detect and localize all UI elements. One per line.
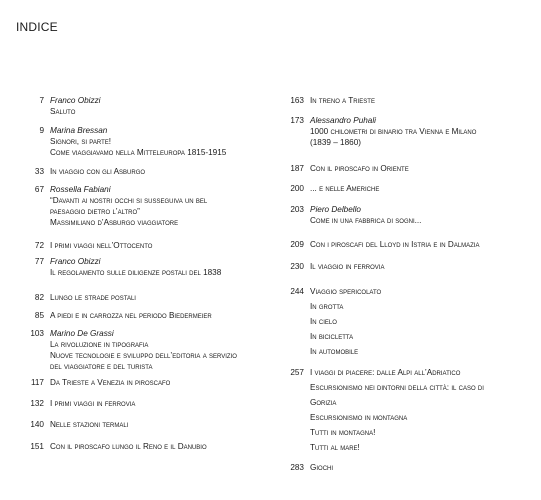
page-number: 132 xyxy=(30,399,44,408)
page-number: 9 xyxy=(39,126,44,135)
page-number: 140 xyxy=(30,420,44,429)
entry-author: Alessandro Puhali xyxy=(310,116,376,125)
index-entry xyxy=(280,204,530,226)
index-entry xyxy=(280,462,530,473)
entry-title: “Davanti ai nostri occhi si susseguiva un bel xyxy=(50,196,208,205)
entry-body xyxy=(50,256,270,278)
page-number: 7 xyxy=(39,96,44,105)
page-number: 200 xyxy=(290,184,304,193)
entry-subtitle: In grotta xyxy=(310,302,344,311)
entry-subtitle: In cielo xyxy=(310,317,337,326)
index-entry xyxy=(20,125,270,158)
entry-body xyxy=(310,115,530,148)
entry-body xyxy=(50,166,270,177)
entry-title: Signori, si parte! xyxy=(50,137,112,146)
entry-body xyxy=(50,377,270,388)
entry-title: Giochi xyxy=(310,463,334,472)
entry-subtitle: In bicicletta xyxy=(310,332,354,341)
page-number: 230 xyxy=(290,262,304,271)
entry-title: I primi viaggi nell’Ottocento xyxy=(50,241,153,250)
entry-title: In viaggio con gli Asburgo xyxy=(50,167,146,176)
entry-author: Rossella Fabiani xyxy=(50,185,111,194)
entry-subtitle: paesaggio dietro l’altro” xyxy=(50,207,140,216)
index-entry xyxy=(280,286,530,357)
index-entry xyxy=(280,163,530,174)
index-entry xyxy=(20,398,270,409)
entry-subtitle: Come viaggiavamo nella Mitteleuropa 1815-1915 xyxy=(50,148,227,157)
index-entry xyxy=(20,441,270,452)
entry-body xyxy=(310,183,530,194)
entry-title: A piedi e in carrozza nel periodo Biedermeier xyxy=(50,311,212,320)
entry-body xyxy=(50,240,270,251)
entry-title: I primi viaggi in ferrovia xyxy=(50,399,136,408)
entry-body xyxy=(50,310,270,321)
index-entry xyxy=(20,292,270,303)
index-entry xyxy=(280,115,530,148)
entry-subtitle: (1839 – 1860) xyxy=(310,138,361,147)
entry-subtitle: In automobile xyxy=(310,347,359,356)
entry-title: Il viaggio in ferrovia xyxy=(310,262,385,271)
page-title: INDICE xyxy=(16,20,58,34)
entry-subtitle: Gorizia xyxy=(310,398,337,407)
index-entry xyxy=(280,239,530,250)
entry-body xyxy=(50,441,270,452)
entry-title: Da Trieste a Venezia in piroscafo xyxy=(50,378,171,387)
page-number: 103 xyxy=(30,329,44,338)
entry-subtitle: del viaggiatore e del turista xyxy=(50,362,153,371)
entry-title: Con il piroscafo lungo il Reno e il Danubio xyxy=(50,442,207,451)
entry-title: Con il piroscafo in Oriente xyxy=(310,164,409,173)
entry-author: Franco Obizzi xyxy=(50,96,101,105)
entry-body xyxy=(50,398,270,409)
index-entry xyxy=(280,183,530,194)
entry-title: 1000 chilometri di binario tra Vienna e Milano xyxy=(310,127,477,136)
entry-subtitle: Nuove tecnologie e sviluppo dell’editoria a servizio xyxy=(50,351,237,360)
entry-subtitle: Massimiliano d’Asburgo viaggiatore xyxy=(50,218,179,227)
index-entry xyxy=(20,328,270,372)
page-number: 163 xyxy=(290,96,304,105)
index-entry xyxy=(20,166,270,177)
entry-body xyxy=(50,292,270,303)
index-entry xyxy=(20,240,270,251)
entry-author: Marina Bressan xyxy=(50,126,108,135)
entry-title: La rivoluzione in tipografia xyxy=(50,340,149,349)
entry-title: Nelle stazioni termali xyxy=(50,420,129,429)
entry-author: Franco Obizzi xyxy=(50,257,101,266)
entry-body xyxy=(310,462,530,473)
index-entry xyxy=(20,95,270,117)
page-number: 72 xyxy=(34,241,44,250)
page-number: 77 xyxy=(34,257,44,266)
index-entry xyxy=(20,184,270,228)
page-number: 67 xyxy=(34,185,44,194)
entry-body xyxy=(50,328,270,372)
index-entry xyxy=(20,377,270,388)
entry-subtitle: Tutti al mare! xyxy=(310,443,360,452)
index-entry xyxy=(280,95,530,106)
entry-title: Il regolamento sulle diligenze postali del 1838 xyxy=(50,268,222,277)
entry-body xyxy=(310,239,530,250)
entry-title: Con i piroscafi del Lloyd in Istria e in Dalmazia xyxy=(310,240,480,249)
entry-author: Marino De Grassi xyxy=(50,329,114,338)
entry-body xyxy=(50,419,270,430)
entry-body xyxy=(310,367,530,453)
page-number: 173 xyxy=(290,116,304,125)
entry-title: I viaggi di piacere: dalle Alpi all’Adriatico xyxy=(310,368,461,377)
page-number: 257 xyxy=(290,368,304,377)
index-entry xyxy=(280,261,530,272)
entry-title: In treno a Trieste xyxy=(310,96,375,105)
entry-title: Saluto xyxy=(50,107,76,116)
index-entry xyxy=(20,256,270,278)
page-number: 283 xyxy=(290,463,304,472)
index-entry xyxy=(20,310,270,321)
entry-body xyxy=(50,184,270,228)
entry-body xyxy=(310,261,530,272)
entry-body xyxy=(310,95,530,106)
index-entry xyxy=(20,419,270,430)
entry-subtitle: Tutti in montagna! xyxy=(310,428,376,437)
page-number: 82 xyxy=(34,293,44,302)
entry-body xyxy=(310,163,530,174)
entry-subtitle: Escursionismo in montagna xyxy=(310,413,408,422)
entry-body xyxy=(310,204,530,226)
entry-body xyxy=(50,125,270,158)
entry-subtitle: Escursionismo nei dintorni della città: il caso di xyxy=(310,383,484,392)
entry-title: Lungo le strade postali xyxy=(50,293,136,302)
index-entry xyxy=(280,367,530,453)
page-number: 151 xyxy=(30,442,44,451)
page-number: 209 xyxy=(290,240,304,249)
entry-body xyxy=(50,95,270,117)
page-number: 117 xyxy=(30,378,44,387)
entry-author: Piero Delbello xyxy=(310,205,361,214)
page-number: 187 xyxy=(290,164,304,173)
page-number: 33 xyxy=(34,167,44,176)
entry-title: Viaggio spericolato xyxy=(310,287,382,296)
page-number: 85 xyxy=(34,311,44,320)
entry-body xyxy=(310,286,530,357)
entry-title: Come in una fabbrica di sogni... xyxy=(310,216,422,225)
entry-title: ... e nelle Americhe xyxy=(310,184,380,193)
page-number: 244 xyxy=(290,287,304,296)
page-number: 203 xyxy=(290,205,304,214)
